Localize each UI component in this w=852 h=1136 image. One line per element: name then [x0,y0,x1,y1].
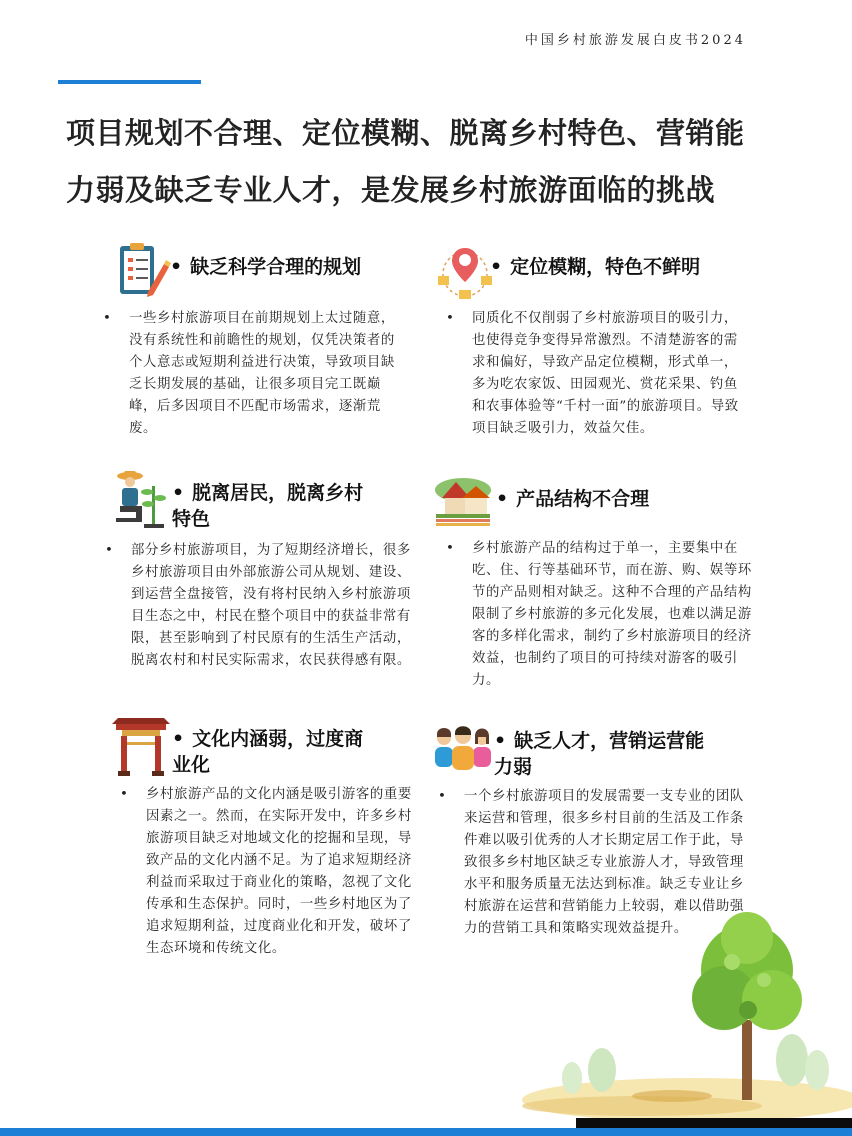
page-title [66,105,826,219]
section-body: • 同质化不仅削弱了乡村旅游项目的吸引力，也使得竞争变得异常激烈。不清楚游客的需求和偏好，导致产品定位模糊，形式单一，多为吃农家饭、田园观光、赏花采果、钓鱼和农事体验等“千村一面”的旅游项目。导致项目缺乏吸引力，效益欠佳。 [446,311,739,436]
farmer-icon [112,468,170,530]
people-group-icon [434,716,492,778]
section-title: 文化内涵弱，过度商业化 [172,728,364,776]
footer-accent-bar [0,1128,852,1136]
farmhouse-icon [434,468,492,530]
section-title: 缺乏科学合理的规划 [190,256,362,278]
section-body: • 乡村旅游产品的文化内涵是吸引游客的重要因素之一。然而，在实际开发中，许多乡村旅游项目缺乏对地域文化的挖掘和呈现，导致产品的文化内涵不足。为了追求短期经济利益而采取过于商业化的策略，忽视了文化传承和生态保护。同时，一些乡村地区为了追求短期利益，过度商业化和开发，破坏了生态环境和传统文化。 [120,787,412,956]
section-title: 缺乏人才，营销运营能力弱 [494,730,705,778]
archway-icon [112,716,170,778]
section-body: • 乡村旅游产品的结构过于单一，主要集中在吃、住、行等基础环节，而在游、购、娱等环节的产品则相对缺乏。这种不合理的产品结构限制了乡村旅游的多元化发展，也难以满足游客的多样化需求，制约了乡村旅游项目的经济效益，也制约了项目的可持续对游客的吸引力。 [446,541,752,688]
clipboard-plan-icon [116,240,174,302]
tree-illustration [492,910,852,1120]
page-title-line-1: 项目规划不合理、定位模糊、脱离乡村特色、营销能 [66,116,745,150]
accent-line [58,80,201,84]
section-title: 定位模糊，特色不鲜明 [510,256,701,278]
footer-accent-dark [576,1118,852,1128]
section-title: 产品结构不合理 [516,488,650,510]
section-body: • 部分乡村旅游项目，为了短期经济增长，很多乡村旅游项目由外部旅游公司从规划、建设、到运营全盘接管，没有将村民纳入乡村旅游项目生态之中，村民在整个项目中的获益非常有限，甚至影响到了村民原有的生活生产活动，脱离农村和村民实际需求，农民获得感有限。 [105,543,411,668]
location-pin-icon [436,240,494,302]
section-title: 脱离居民，脱离乡村特色 [172,482,364,530]
page-title-line-2: 力弱及缺乏专业人才，是发展乡村旅游面临的挑战 [66,173,716,207]
report-title: 中国乡村旅游发展白皮书2024 [524,33,746,48]
section-body: • 一些乡村旅游项目在前期规划上太过随意，没有系统性和前瞻性的规划，仅凭决策者的个人意志或短期利益进行决策，导致项目缺乏长期发展的基础，让很多项目完工既巅峰，后多因项目不匹配市场需求，逐渐荒废。 [103,311,395,436]
section-body: • 一个乡村旅游项目的发展需要一支专业的团队来运营和管理，很多乡村目前的生活及工作条件难以吸引优秀的人才长期定居工作于此，导致很多乡村地区缺乏专业旅游人才，导致管理水平和服务质量无法达到标准。缺乏专业让乡村旅游在运营和营销能力上较弱，难以借助强力的营销工具和策略实现效益提升。 [438,789,744,936]
